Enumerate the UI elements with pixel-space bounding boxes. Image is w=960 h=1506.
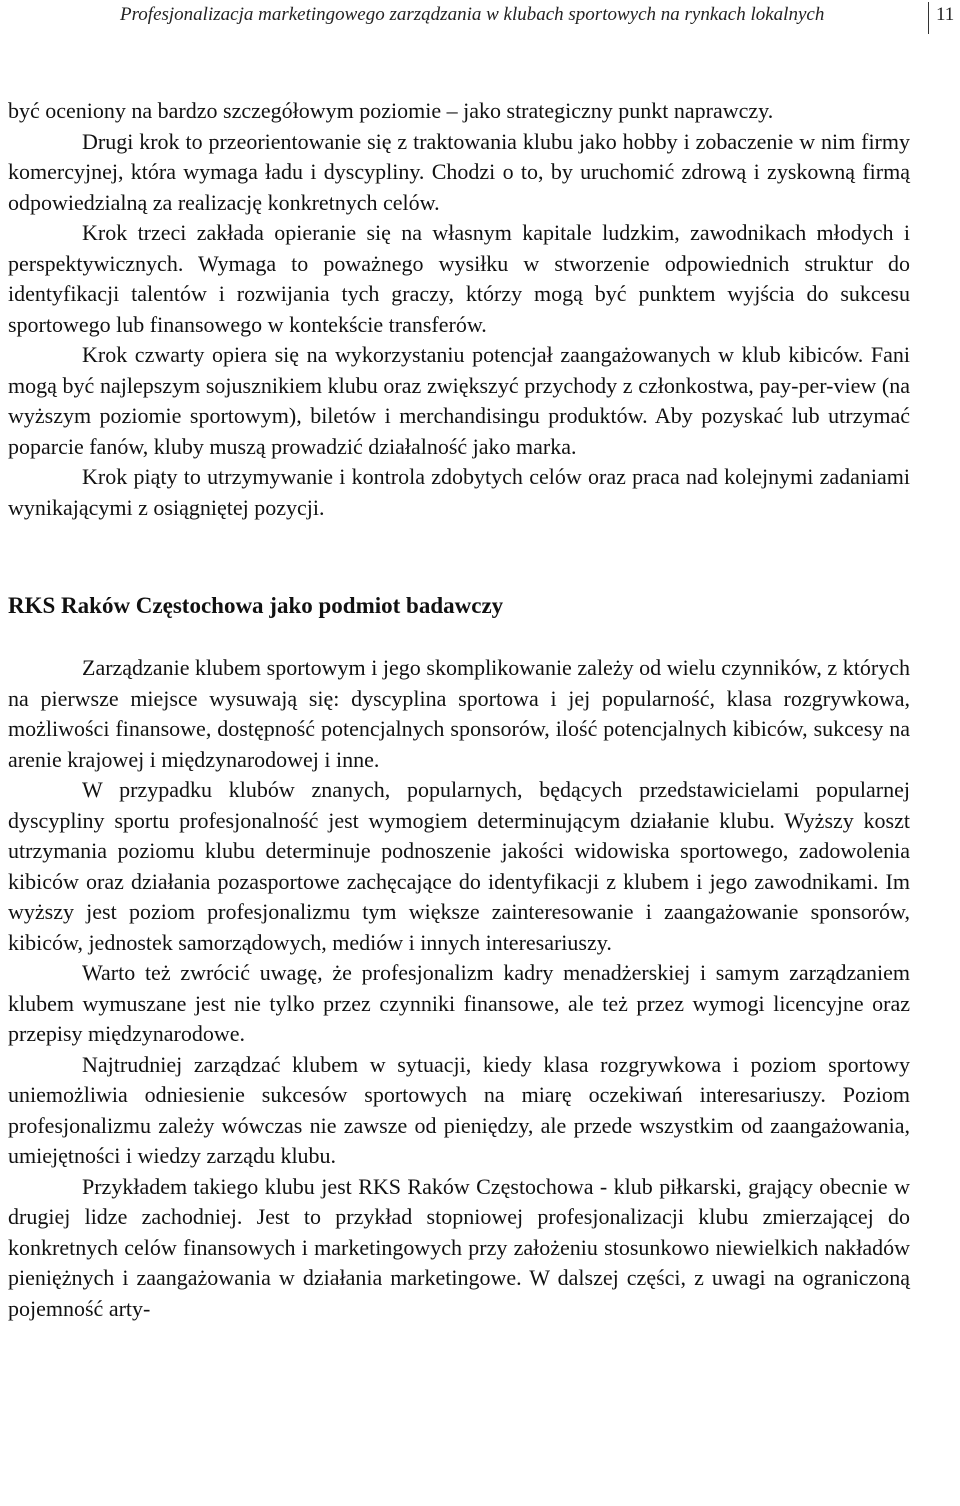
paragraph: Zarządzanie klubem sportowym i jego skomplikowanie zależy od wielu czynników, z których na pierwsze miejsce wysuwają się: dyscyplina sportowa i jej popularność, klasa rozgrywkowa, możliwości finansowe, dostępność potencjalnych sponsorów, ilość potencjalnych kibiców, sukcesy na arenie krajowej i międzynarodowej i inne. <box>8 655 910 772</box>
header-divider <box>928 2 929 34</box>
running-title: Profesjonalizacja marketingowego zarządzania w klubach sportowych na rynkach lokalnych <box>120 4 825 25</box>
paragraph: Krok piąty to utrzymywanie i kontrola zdobytych celów oraz praca nad kolejnymi zadaniami wynikającymi z osiągniętej pozycji. <box>8 464 910 520</box>
paragraph: W przypadku klubów znanych, popularnych, będących przedstawicielami popularnej dyscypliny sportu profesjonalność jest wymogiem determinującym działanie klubu. Wyższy koszt utrzymania poziomu klubu determinuje podnoszenie jakości widowiska sportowego, zadowolenia kibiców oraz działania pozasportowe zachęcające do identyfikacji z klubem i jego zawodnikami. Im wyższy jest poziom profesjonalizmu tym większe zainteresowanie i zaangażowanie sponsorów, kibiców, jednostek samorządowych, mediów i innych interesariuszy. <box>8 777 910 955</box>
page-number: 11 <box>936 4 955 25</box>
paragraph: Najtrudniej zarządzać klubem w sytuacji, kiedy klasa rozgrywkowa i poziom sportowy uniemożliwia odniesienie sukcesów sportowych na miarę oczekiwań interesariuszy. Poziom profesjonalizmu zależy wówczas nie zawsze od pieniędzy, ale przede wszystkim od zaangażowania, umiejętności i wiedzy zarządu klubu. <box>8 1051 910 1168</box>
body-text <box>8 96 910 1324</box>
paragraph: być oceniony na bardzo szczegółowym poziomie – jako strategiczny punkt naprawczy. <box>8 98 774 123</box>
paragraph: Krok czwarty opiera się na wykorzystaniu potencjał zaangażowanych w klub kibiców. Fani mogą być najlepszym sojusznikiem klubu oraz zwiększyć przychody z członkostwa, pay-per-view (na wyższym poziomie sportowym), biletów i merchandisingu produktów. Aby pozyskać lub utrzymać poparcie fanów, kluby muszą prowadzić działalność jako marka. <box>8 342 910 459</box>
section-heading: RKS Raków Częstochowa jako podmiot badawczy <box>8 593 504 618</box>
paragraph: Warto też zwrócić uwagę, że profesjonalizm kadry menadżerskiej i samym zarządzaniem klubem wymuszane jest nie tylko przez czynniki finansowe, ale też przez wymogi licencyjne oraz przepisy międzynarodowe. <box>8 960 910 1046</box>
paragraph: Przykładem takiego klubu jest RKS Raków Częstochowa - klub piłkarski, grający obecnie w drugiej lidze zachodniej. Jest to przykład stopniowej profesjonalizacji klubu zmierzającej do konkretnych celów finansowych i marketingowych przy założeniu stosunkowo niewielkich nakładów pieniężnych i zaangażowania w działania marketingowe. W dalszej części, z uwagi na ograniczoną pojemność arty- <box>8 1173 910 1321</box>
running-header <box>0 0 960 44</box>
paragraph: Krok trzeci zakłada opieranie się na własnym kapitale ludzkim, zawodnikach młodych i perspektywicznych. Wymaga to poważnego wysiłku w stworzenie odpowiednich struktur do identyfikacji talentów i rozwijania tych graczy, którzy mogą być punktem wyjścia do sukcesu sportowego lub finansowego w kontekście transferów. <box>8 220 910 337</box>
paragraph: Drugi krok to przeorientowanie się z traktowania klubu jako hobby i zobaczenie w nim firmy komercyjnej, która wymaga ładu i dyscypliny. Chodzi o to, by uruchomić zdrową i zyskowną firmą odpowiedzialną za realizację konkretnych celów. <box>8 128 910 215</box>
